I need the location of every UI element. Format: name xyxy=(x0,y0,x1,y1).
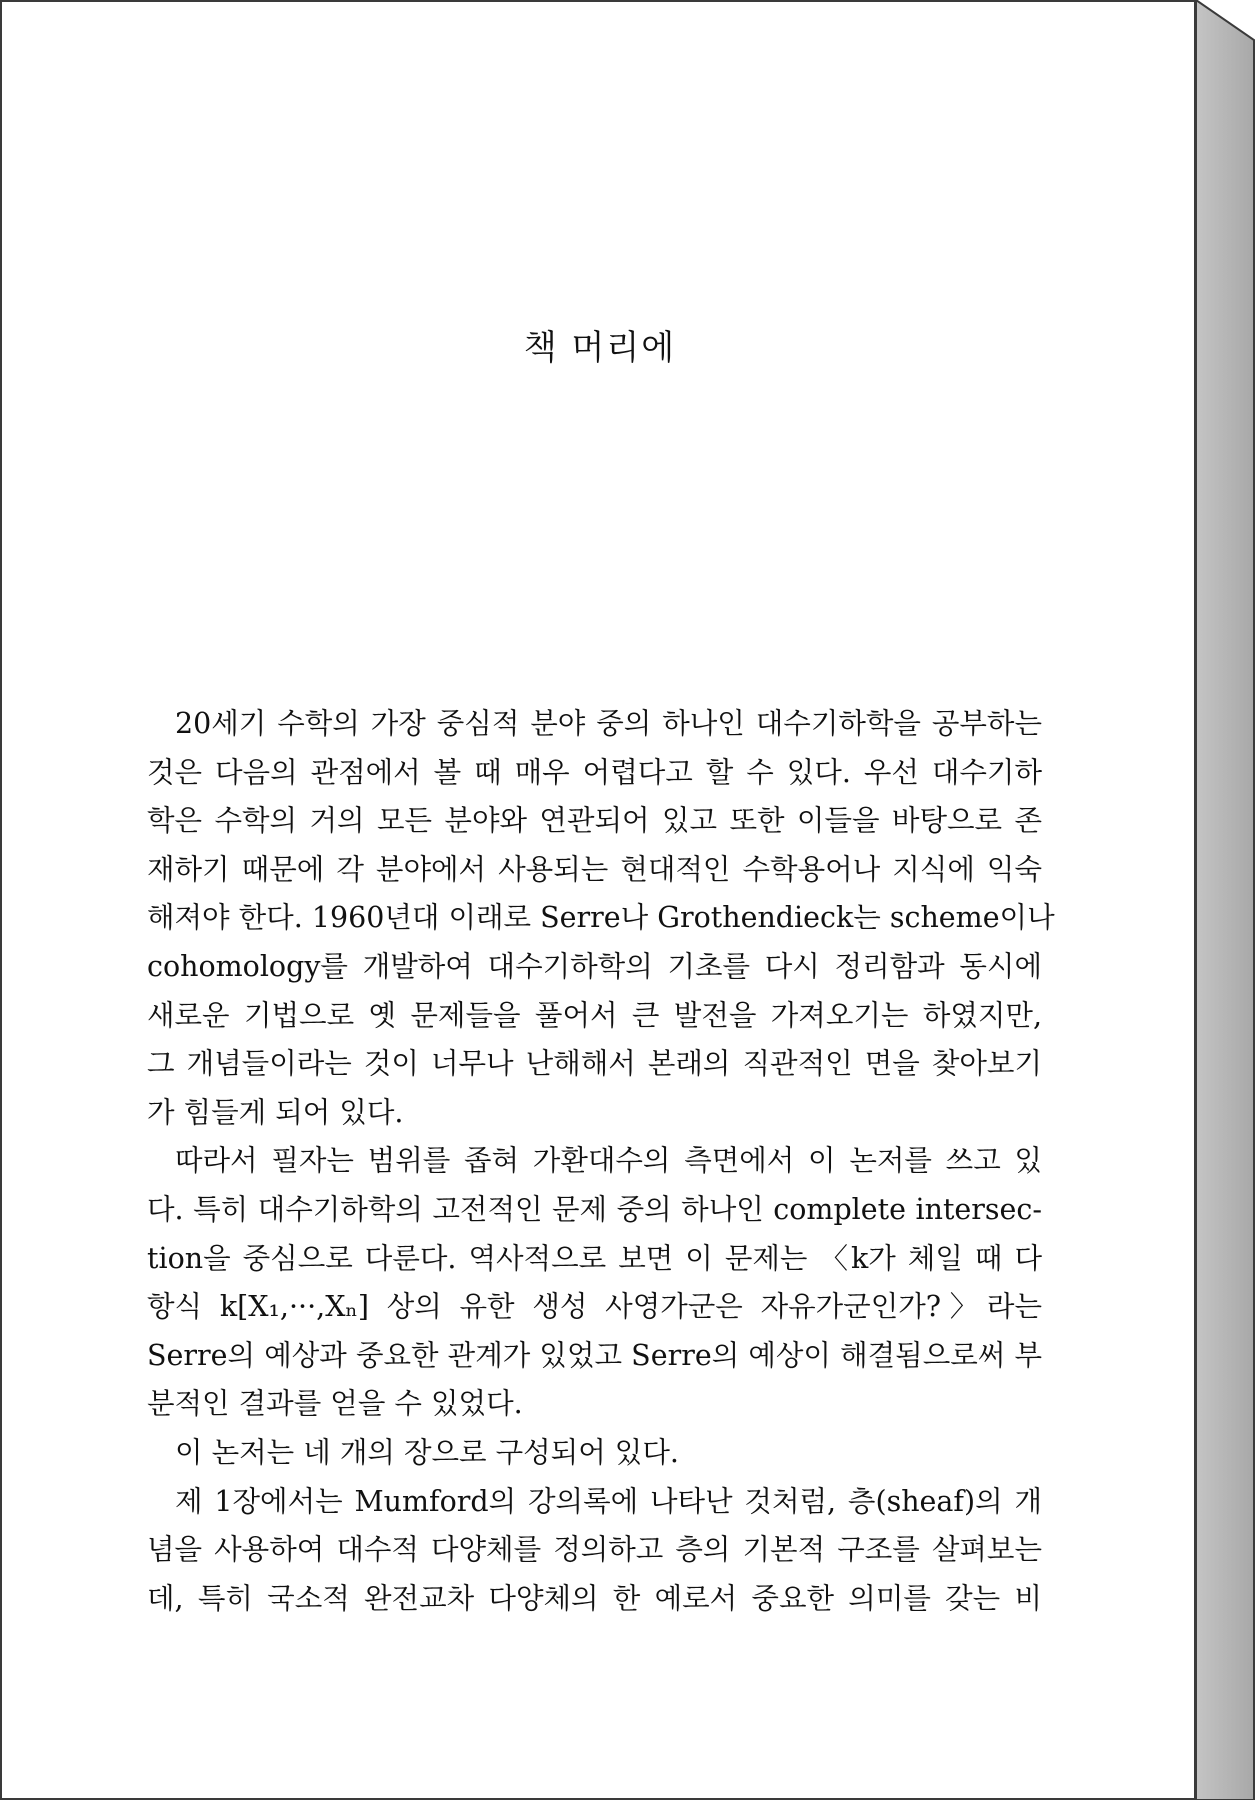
text-line: 그 개념들이라는 것이 너무나 난해해서 본래의 직관적인 면을 찾아보기 xyxy=(147,1047,1042,1081)
text-line: 가 힘들게 되어 있다. xyxy=(147,1095,404,1129)
text-line: 새로운 기법으로 옛 문제들을 풀어서 큰 발전을 가져오기는 하였지만, xyxy=(147,998,1042,1032)
text-line: cohomology를 개발하여 대수기하학의 기초를 다시 정리함과 동시에 xyxy=(147,949,1042,983)
body-text xyxy=(147,700,1055,1623)
text-line: Serre의 예상과 중요한 관계가 있었고 Serre의 예상이 해결됨으로써 부 xyxy=(147,1338,1042,1372)
page-title: 책 머리에 xyxy=(523,328,677,368)
text-line: 이 논저는 네 개의 장으로 구성되어 있다. xyxy=(175,1435,679,1469)
text-line: 제 1장에서는 Mumford의 강의록에 나타난 것처럼, 층(sheaf)의 개 xyxy=(175,1484,1042,1518)
text-line: 해져야 한다. 1960년대 이래로 Serre나 Grothendieck는 scheme이나 xyxy=(147,901,1055,935)
text-line: 학은 수학의 거의 모든 분야와 연관되어 있고 또한 이들을 바탕으로 존 xyxy=(147,804,1042,838)
text-line: 항식 k[X₁,···,Xₙ] 상의 유한 생성 사영가군은 자유가군인가?〉라는 xyxy=(147,1290,1042,1324)
text-line: 념을 사용하여 대수적 다양체를 정의하고 층의 기본적 구조를 살펴보는 xyxy=(147,1533,1042,1567)
text-line: 다. 특히 대수기하학의 고전적인 문제 중의 하나인 complete intersec- xyxy=(147,1192,1042,1226)
text-line: tion을 중심으로 다룬다. 역사적으로 보면 이 문제는 〈k가 체일 때 다 xyxy=(147,1241,1042,1275)
text-line: 따라서 필자는 범위를 좁혀 가환대수의 측면에서 이 논저를 쓰고 있 xyxy=(175,1144,1042,1178)
page-edge-3d xyxy=(1196,0,1256,1800)
text-line: 재하기 때문에 각 분야에서 사용되는 현대적인 수학용어나 지식에 익숙 xyxy=(147,852,1042,886)
text-line: 20세기 수학의 가장 중심적 분야 중의 하나인 대수기하학을 공부하는 xyxy=(175,707,1042,740)
text-line: 분적인 결과를 얻을 수 있었다. xyxy=(147,1387,523,1421)
text-line: 것은 다음의 관점에서 볼 때 매우 어렵다고 할 수 있다. 우선 대수기하 xyxy=(147,755,1042,789)
text-line: 데, 특히 국소적 완전교차 다양체의 한 예로서 중요한 의미를 갖는 비 xyxy=(147,1581,1042,1615)
